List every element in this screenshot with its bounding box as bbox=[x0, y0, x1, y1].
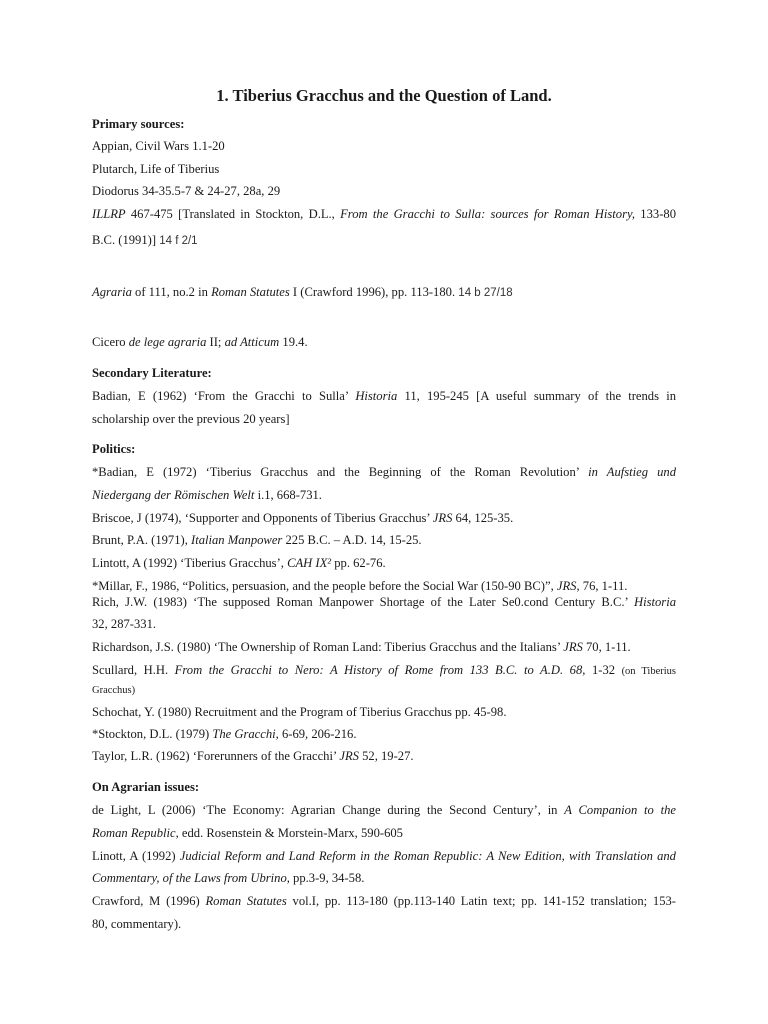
source-diodorus: Diodorus 34-35.5-7 & 24-27, 28a, 29 bbox=[92, 184, 281, 198]
badian2-series: in Aufstieg und bbox=[588, 465, 676, 479]
briscoe-journal: JRS bbox=[432, 511, 453, 525]
deligt-book-cont: Roman Republic, bbox=[92, 826, 179, 840]
stockton-title: The Gracchi, bbox=[212, 727, 279, 741]
brunt-text: Brunt, P.A. (1971), bbox=[92, 533, 192, 547]
ref-briscoe bbox=[92, 510, 676, 526]
millar-pages: , 76, 1-11. bbox=[576, 579, 628, 593]
scullard-title: From the Gracchi to Nero: A History of Rome from 133 B.C. to A.D. 68, bbox=[174, 663, 586, 677]
badian1-rest: 11, 195-245 [A useful summary of the trends in bbox=[397, 389, 676, 403]
lintott-series: CAH IX² bbox=[287, 556, 332, 570]
cicero-sep: II; bbox=[206, 335, 225, 349]
ref-linott bbox=[92, 848, 676, 864]
badian2-series-cont: Niedergang der Römischen Welt bbox=[92, 488, 255, 502]
cicero-work-2: ad Atticum bbox=[224, 335, 280, 349]
deligt-pages: edd. Rosenstein & Morstein-Marx, 590-605 bbox=[178, 826, 403, 840]
millar-text: *Millar, F., 1986, “Politics, persuasion, and the people before the Social War (150-90 BC)”, bbox=[92, 579, 557, 593]
taylor-text: Taylor, L.R. (1962) ‘Forerunners of the Gracchi’ bbox=[92, 749, 340, 763]
ref-schochat: Schochat, Y. (1980) Recruitment and the Program of Tiberius Gracchus pp. 45-98. bbox=[92, 705, 507, 719]
rich-text: Rich, J.W. (1983) ‘The supposed Roman Manpower Shortage of the Later Se0.cond Century B.C.’ bbox=[92, 595, 634, 609]
richardson-pages: 70, 1-11. bbox=[582, 640, 631, 654]
badian1-text: Badian, E (1962) ‘From the Gracchi to Sulla’ bbox=[92, 389, 356, 403]
taylor-journal: JRS bbox=[339, 749, 359, 763]
source-cicero bbox=[92, 334, 676, 350]
millar-journal: JRS bbox=[556, 579, 577, 593]
lintott-text: Lintott, A (1992) ‘Tiberius Gracchus’, bbox=[92, 556, 288, 570]
crawford-title: Roman Statutes bbox=[205, 894, 287, 908]
ref-millar bbox=[92, 578, 676, 594]
cicero-author: Cicero bbox=[92, 335, 129, 349]
ref-linott-cont bbox=[92, 870, 676, 886]
crawford-pages: vol.I, pp. 113-180 (pp.113-140 Latin text; pp. 141-152 translation; 153- bbox=[286, 894, 676, 908]
badian2-pages: i.1, 668-731. bbox=[254, 488, 322, 502]
ref-de-ligt bbox=[92, 802, 676, 818]
agrarian-heading: On Agrarian issues: bbox=[92, 780, 200, 794]
ref-scullard-cont: Gracchus) bbox=[92, 685, 136, 696]
scullard-note: (on Tiberius bbox=[621, 666, 676, 677]
illrp-year: B.C. (1991)] bbox=[92, 233, 157, 247]
richardson-journal: JRS bbox=[563, 640, 583, 654]
ref-rich bbox=[92, 594, 676, 610]
cicero-work-1: de lege agraria bbox=[128, 335, 207, 349]
ref-crawford-cont: 80, commentary). bbox=[92, 917, 182, 931]
page-title: 1. Tiberius Gracchus and the Question of Land. bbox=[216, 86, 552, 105]
illrp-abbr: ILLRP bbox=[92, 207, 126, 221]
ref-badian-1962 bbox=[92, 388, 676, 404]
ref-badian-1972-cont bbox=[92, 487, 676, 503]
source-illrp bbox=[92, 206, 676, 222]
agraria-book: Roman Statutes bbox=[211, 285, 290, 299]
agraria-text: of 111, no.2 in bbox=[131, 285, 212, 299]
crawford-text: Crawford, M (1996) bbox=[92, 894, 206, 908]
agraria-pages: I (Crawford 1996), pp. 113-180. bbox=[289, 285, 456, 299]
linott-pages: pp.3-9, 34-58. bbox=[289, 871, 365, 885]
richardson-text: Richardson, J.S. (1980) ‘The Ownership of Roman Land: Tiberius Gracchus and the Italians’ bbox=[92, 640, 564, 654]
briscoe-text: Briscoe, J (1974), ‘Supporter and Opponents of Tiberius Gracchus’ bbox=[92, 511, 433, 525]
ref-richardson bbox=[92, 639, 676, 655]
deligt-book: A Companion to the bbox=[564, 803, 676, 817]
agraria-shelfmark: 14 b 27/18 bbox=[455, 287, 513, 299]
scullard-pages: 1-32 bbox=[585, 663, 622, 677]
scullard-text: Scullard, H.H. bbox=[92, 663, 175, 677]
source-appian: Appian, Civil Wars 1.1-20 bbox=[92, 139, 225, 153]
source-agraria bbox=[92, 284, 676, 301]
linott-title-cont: Commentary, of the Laws from Ubrino, bbox=[92, 871, 290, 885]
agraria-title: Agraria bbox=[92, 285, 132, 299]
ref-lintott bbox=[92, 555, 676, 571]
ref-rich-cont: 32, 287-331. bbox=[92, 617, 157, 631]
ref-stockton bbox=[92, 726, 676, 742]
deligt-text: de Light, L (2006) ‘The Economy: Agrarian Change during the Second Century’, in bbox=[92, 803, 565, 817]
linott-text: Linott, A (1992) bbox=[92, 849, 180, 863]
ref-brunt bbox=[92, 532, 676, 548]
ref-taylor bbox=[92, 748, 676, 764]
cicero-ref: 19.4. bbox=[279, 335, 308, 349]
ref-badian-1972 bbox=[92, 464, 676, 480]
primary-sources-heading: Primary sources: bbox=[92, 117, 185, 131]
illrp-pages: 133-80 bbox=[635, 207, 676, 221]
illrp-shelfmark: 14 f 2/1 bbox=[156, 235, 198, 247]
source-illrp-cont bbox=[92, 232, 676, 249]
linott-title: Judicial Reform and Land Reform in the Roman Republic: A New Edition, with Translation and bbox=[179, 849, 676, 863]
briscoe-pages: 64, 125-35. bbox=[452, 511, 514, 525]
ref-de-ligt-cont bbox=[92, 825, 676, 841]
brunt-pages: 225 B.C. – A.D. 14, 15-25. bbox=[282, 533, 422, 547]
ref-crawford bbox=[92, 893, 676, 909]
secondary-literature-heading: Secondary Literature: bbox=[92, 366, 212, 380]
badian2-text: *Badian, E (1972) ‘Tiberius Gracchus and the Beginning of the Roman Revolution’ bbox=[92, 465, 589, 479]
source-plutarch: Plutarch, Life of Tiberius bbox=[92, 162, 220, 176]
brunt-title: Italian Manpower bbox=[191, 533, 283, 547]
stockton-pages: 6-69, 206-216. bbox=[278, 727, 357, 741]
ref-badian-1962-cont: scholarship over the previous 20 years] bbox=[92, 412, 290, 426]
taylor-pages: 52, 19-27. bbox=[358, 749, 414, 763]
politics-heading: Politics: bbox=[92, 442, 136, 456]
stockton-text: *Stockton, D.L. (1979) bbox=[92, 727, 213, 741]
rich-journal: Historia bbox=[634, 595, 676, 609]
illrp-book-title: From the Gracchi to Sulla: sources for Roman History, bbox=[340, 207, 636, 221]
lintott-pages: pp. 62-76. bbox=[331, 556, 386, 570]
badian1-journal: Historia bbox=[355, 389, 398, 403]
ref-scullard bbox=[92, 662, 676, 680]
illrp-text: 467-475 [Translated in Stockton, D.L., bbox=[125, 207, 341, 221]
